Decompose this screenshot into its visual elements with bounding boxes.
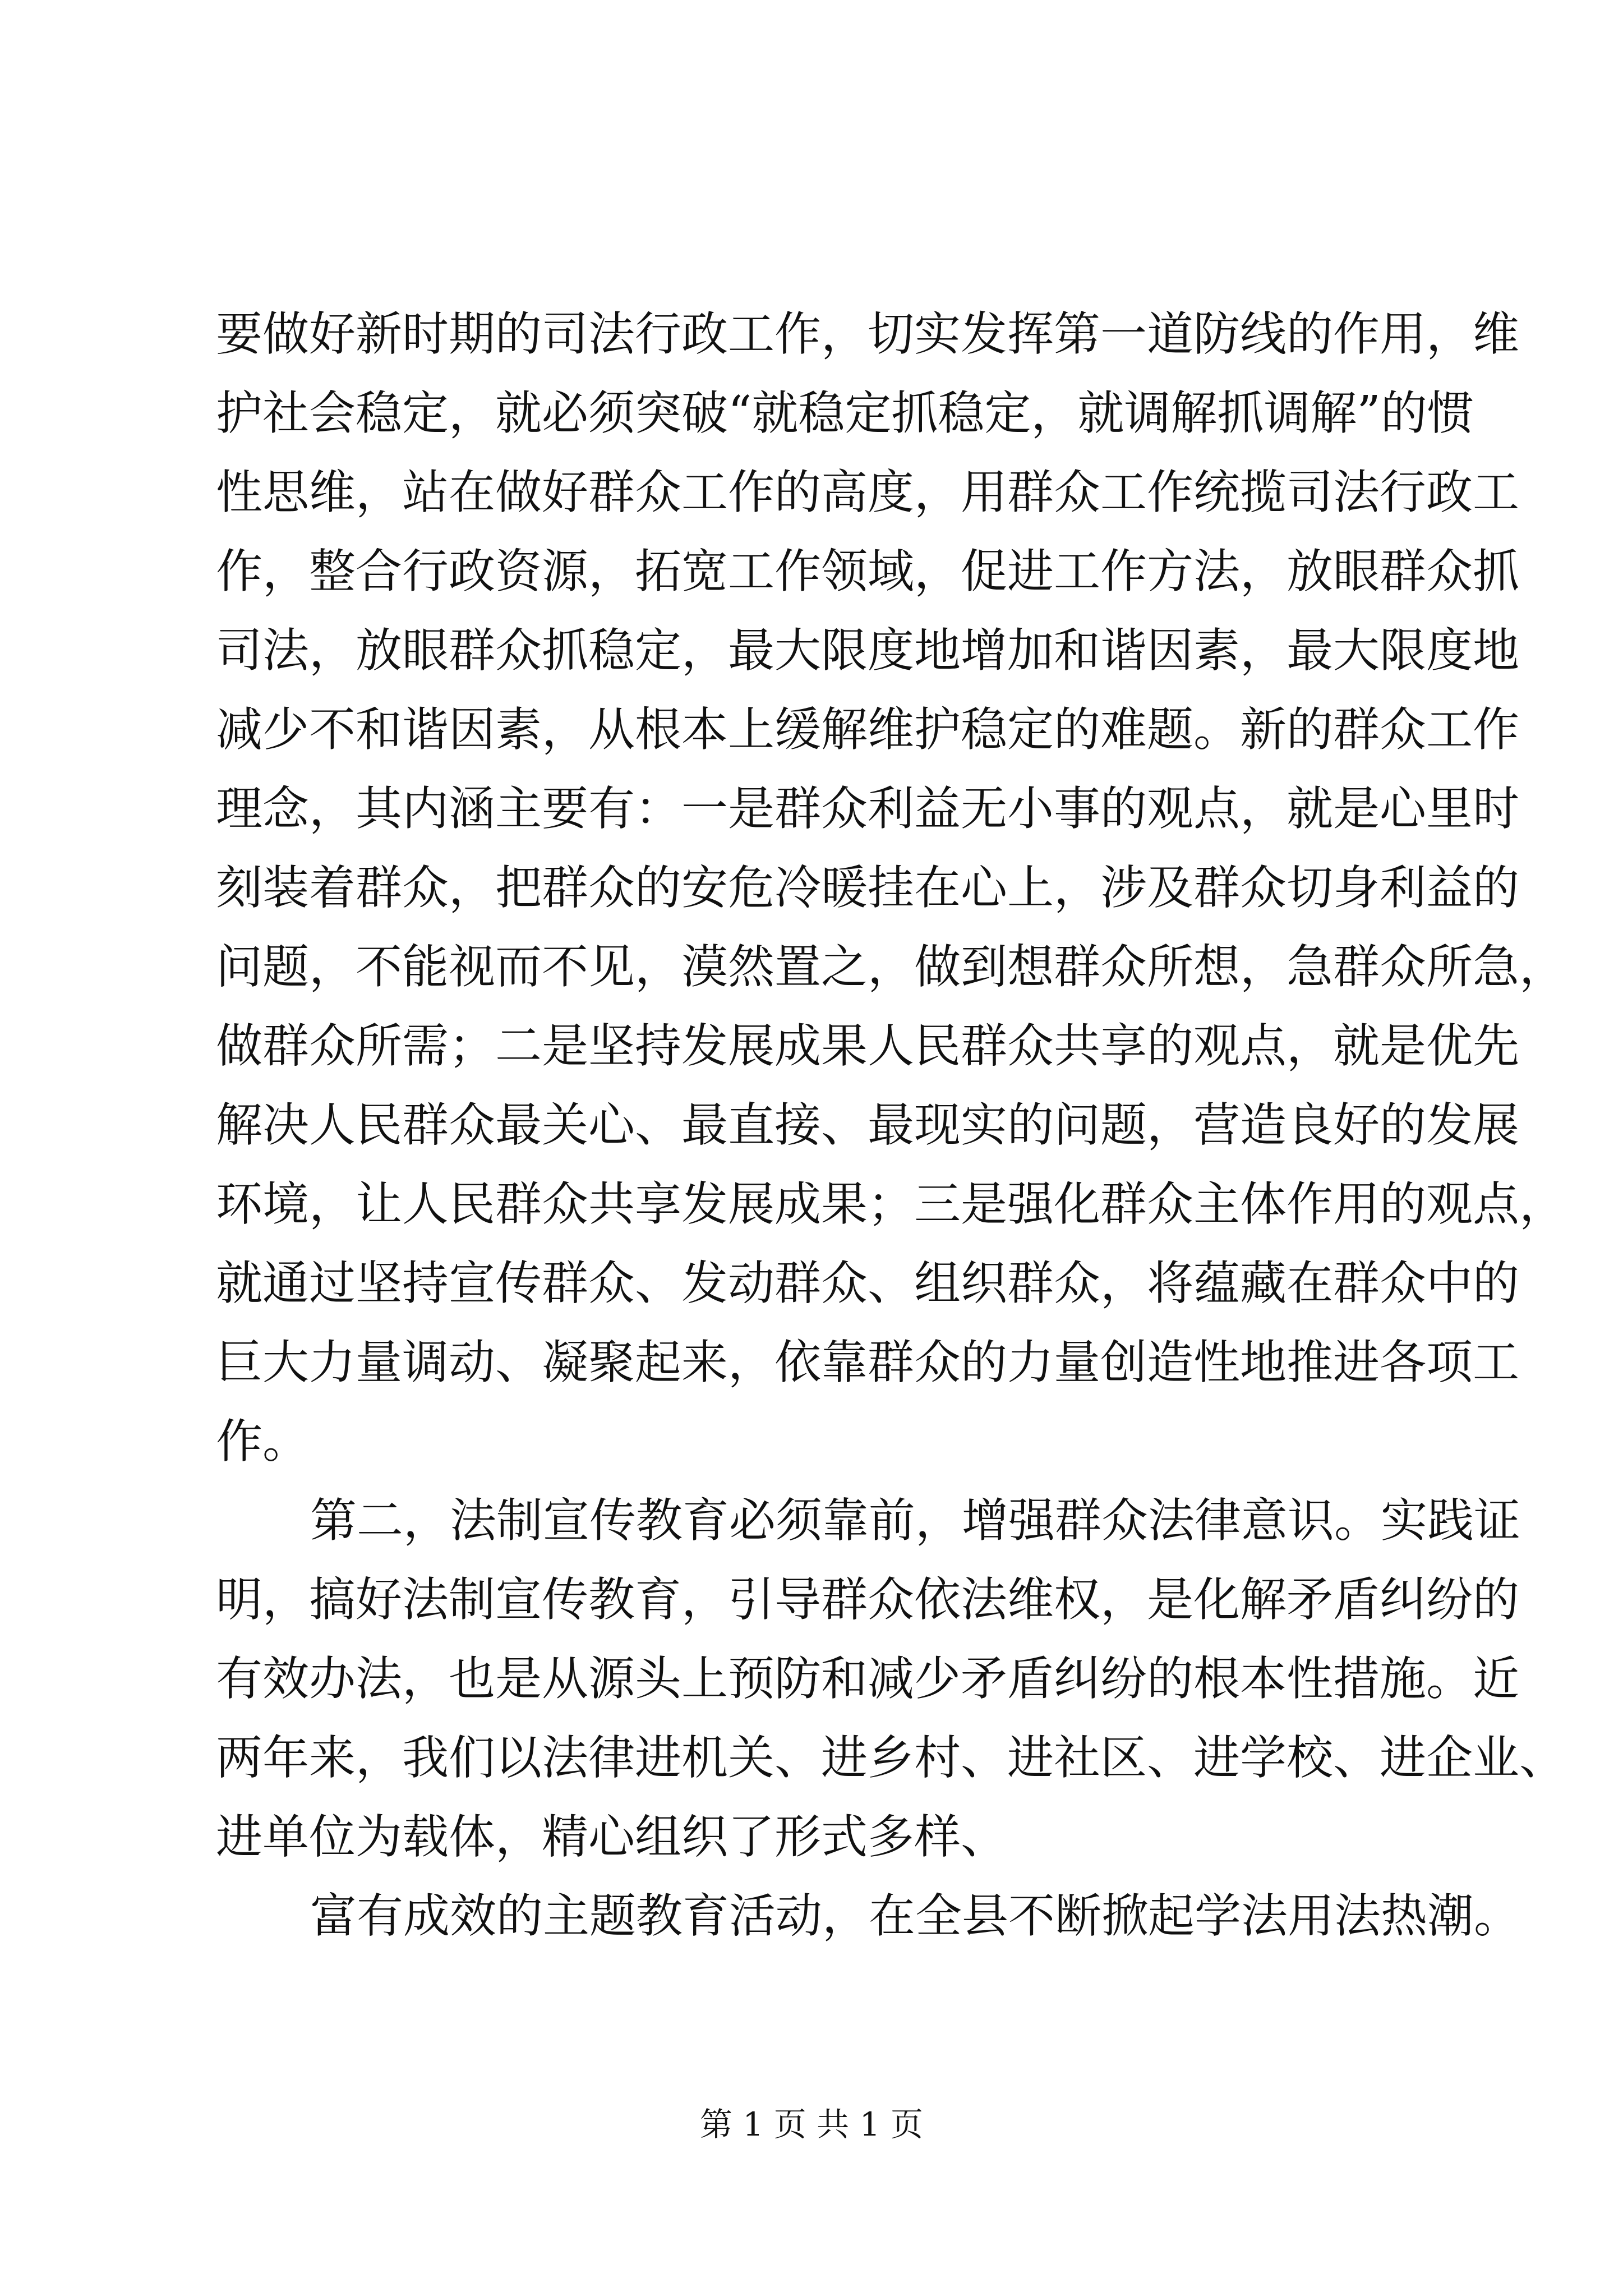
text-line: 两年来，我们以法律进机关、进乡村、进社区、进学校、进企业、 xyxy=(216,1731,1566,1785)
text-line: 做群众所需；二是坚持发展成果人民群众共享的观点，就是优先 xyxy=(216,1019,1519,1073)
text-line: 要做好新时期的司法行政工作，切实发挥第一道防线的作用，维 xyxy=(216,307,1519,361)
text-line: 解决人民群众最关心、最直接、最现实的问题，营造良好的发展 xyxy=(216,1098,1519,1152)
text-line: 问题，不能视而不见，漠然置之，做到想群众所想，急群众所急， xyxy=(216,940,1566,994)
text-line: 就通过坚持宣传群众、发动群众、组织群众，将蕴藏在群众中的 xyxy=(216,1256,1519,1310)
body-text xyxy=(216,295,1566,1955)
text-line: 富有成效的主题教育活动，在全县不断掀起学法用法热潮。 xyxy=(310,1889,1520,1943)
text-line: 第二，法制宣传教育必须靠前，增强群众法律意识。实践证 xyxy=(310,1493,1520,1548)
text-line: 作，整合行政资源，拓宽工作领域，促进工作方法，放眼群众抓 xyxy=(216,544,1519,599)
text-line: 作。 xyxy=(216,1414,309,1469)
text-line: 护社会稳定，就必须突破“就稳定抓稳定，就调解抓调解”的惯 xyxy=(216,386,1474,440)
text-line: 有效办法，也是从源头上预防和减少矛盾纠纷的根本性措施。近 xyxy=(216,1651,1519,1706)
text-line: 明，搞好法制宣传教育，引导群众依法维权，是化解矛盾纠纷的 xyxy=(216,1572,1519,1627)
text-line: 巨大力量调动、凝聚起来，依靠群众的力量创造性地推进各项工 xyxy=(216,1335,1519,1389)
text-line: 减少不和谐因素，从根本上缓解维护稳定的难题。新的群众工作 xyxy=(216,702,1519,757)
text-line: 进单位为载体，精心组织了形式多样、 xyxy=(216,1810,1007,1864)
text-line: 性思维，站在做好群众工作的高度，用群众工作统揽司法行政工 xyxy=(216,465,1519,519)
text-line: 刻装着群众，把群众的安危冷暖挂在心上，涉及群众切身利益的 xyxy=(216,861,1519,915)
text-line: 理念，其内涵主要有：一是群众利益无小事的观点，就是心里时 xyxy=(216,781,1519,836)
text-line: 环境，让人民群众共享发展成果；三是强化群众主体作用的观点， xyxy=(216,1177,1566,1231)
page-footer: 第 1 页 共 1 页 xyxy=(700,2105,923,2143)
text-line: 司法，放眼群众抓稳定，最大限度地增加和谐因素，最大限度地 xyxy=(216,623,1519,678)
